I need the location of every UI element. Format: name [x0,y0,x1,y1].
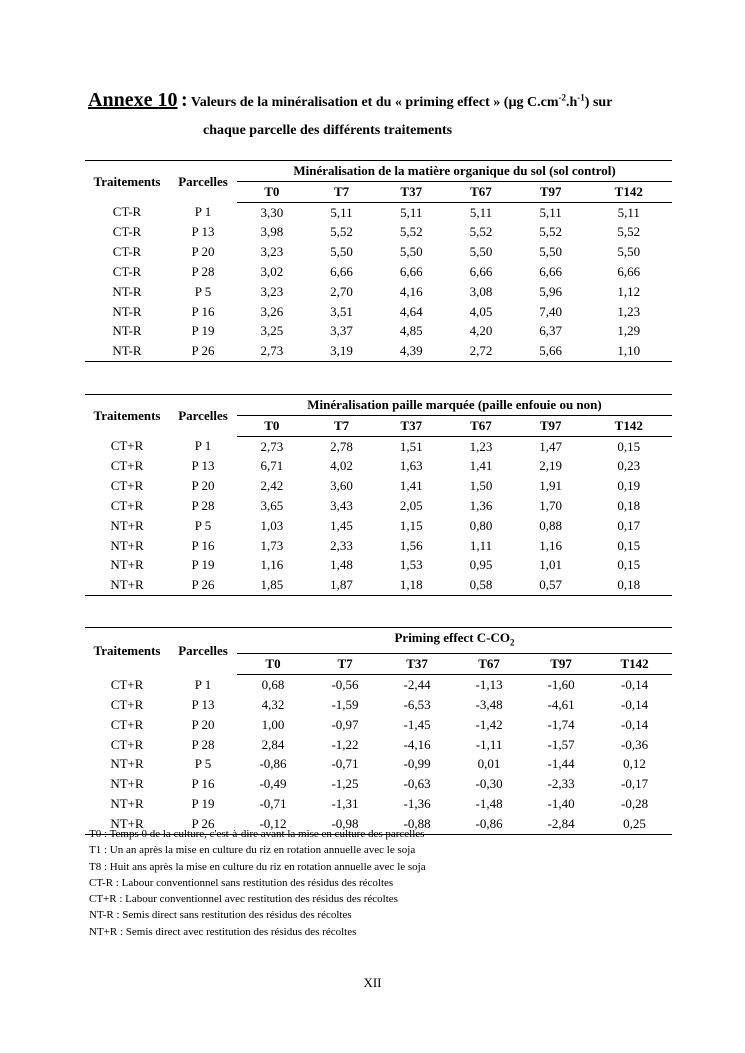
table-row [85,282,672,302]
header-time-t142: T142 [586,181,672,202]
table-cell: NT+R [110,756,144,772]
table-cell: -0,30 [475,776,503,792]
table-cell: -0,28 [620,795,649,811]
legend-note: CT+R : Labour conventionnel avec restitution des résidus des récoltes [89,893,398,906]
table-cell: -0,86 [259,756,287,772]
legend-notes [89,826,426,940]
table-row [85,675,672,695]
table-cell: 5,52 [617,224,641,240]
table-cell: NT-R [112,303,142,319]
table-cell: 0,12 [623,756,646,772]
table-cell: 5,50 [617,244,641,260]
table-cell: -0,63 [403,776,431,792]
annex-subtitle: chaque parcelle des différents traitements [203,123,453,138]
title-sup-h: -1 [577,92,585,103]
table-cell: 1,10 [586,341,672,361]
table-cell: 6,71 [260,458,284,474]
table-cell: P 5 [194,756,212,772]
header-time-t0: T0 [237,181,307,202]
table-cell: CT+R [110,438,144,454]
table-cell: CT+R [110,716,144,732]
table-cell: CT+R [110,696,144,712]
table-cell: 0,80 [469,517,493,533]
header-group-title [237,628,672,654]
table-cell: 4,64 [399,303,423,319]
table-cell: NT+R [110,795,144,811]
table-cell: 0,57 [516,575,586,595]
table-cell: 1,00 [261,716,285,732]
table-cell: 5,11 [539,204,562,220]
group-title-text: Minéralisation de la matière organique du sol (sol control) [293,163,616,178]
table-cell: CT+R [110,458,144,474]
table-row [85,222,672,242]
table-cell: P 5 [194,283,212,299]
header-traitements: Traitements [85,395,169,437]
table-cell: 0,18 [617,497,641,513]
group-title-text: Minéralisation paille marquée (paille enfouie ou non) [307,397,602,412]
table-cell: -0,88 [381,814,453,834]
table-cell: 0,15 [617,557,641,573]
table-cell: -1,11 [475,736,503,752]
table-cell: 1,11 [469,537,493,553]
table-cell: -6,53 [403,696,431,712]
header-group-title [237,161,672,182]
table-row [85,695,672,715]
table-cell: P 1 [194,438,212,454]
table-cell: -1,42 [475,716,503,732]
table-cell: P 19 [191,557,215,573]
table-cell: 2,78 [330,438,353,454]
table-cell: NT+R [110,776,144,792]
table-cell: P 28 [191,263,215,279]
table-cell: CT-R [112,204,142,220]
table-cell: 6,66 [399,263,423,279]
table-row [85,262,672,282]
table-cell: 0,15 [617,537,641,553]
table-cell: -1,60 [547,677,575,693]
table-cell: 5,11 [617,204,640,220]
table-cell: P 16 [191,303,215,319]
header-parcelles: Parcelles [169,395,237,437]
table-cell: 2,73 [260,438,284,454]
table-cell: 1,03 [260,517,284,533]
table-cell: -1,74 [547,716,575,732]
table-cell: 1,50 [469,478,493,494]
header-traitements: Traitements [85,628,169,675]
header-time-t67: T67 [446,181,516,202]
table-cell: 6,37 [539,323,563,339]
group-title-text: Priming effect C-CO [394,630,510,645]
table-row [85,735,672,755]
table-cell: 1,16 [539,537,563,553]
table-row [85,302,672,322]
legend-note: T1 : Un an après la mise en culture du riz en rotation annuelle avec le soja [89,844,416,857]
header-time-t67: T67 [446,415,516,436]
table-cell: -0,56 [331,677,359,693]
table-cell: -0,12 [237,814,309,834]
table-cell: 1,56 [399,537,423,553]
table-cell: 5,11 [330,204,353,220]
table-row [85,794,672,814]
table-cell: 1,51 [399,438,423,454]
table-cell: -4,61 [547,696,575,712]
table-cell: P 26 [169,814,237,834]
table-cell: -0,14 [620,696,649,712]
table-cell: 1,45 [330,517,353,533]
annex-title [88,89,708,112]
table-cell: P 1 [194,676,212,692]
table-row [85,754,672,774]
table-cell: 2,70 [330,283,353,299]
table-cell: NT-R [85,341,169,361]
table-cell: -2,84 [525,814,597,834]
table-cell: -1,31 [331,795,359,811]
header-time-t7: T7 [307,415,377,436]
table-cell: 5,52 [330,224,353,240]
table-cell: 1,85 [237,575,307,595]
table-cell: 3,19 [307,341,377,361]
table-cell: -3,48 [475,696,503,712]
table-cell: 6,66 [330,263,353,279]
header-time-t97: T97 [525,654,597,675]
annex-label: Annexe 10 [88,89,178,111]
table-cell: 3,65 [260,497,284,513]
title-sup-cm: -2 [558,92,566,103]
table-cell: 6,66 [539,263,563,279]
table-row [85,202,672,222]
table-cell: 0,15 [617,438,641,454]
table-cell: P 20 [191,716,215,732]
table-cell: P 19 [191,323,215,339]
table-cell: 1,18 [376,575,446,595]
table-cell: -1,45 [403,716,431,732]
header-time-t97: T97 [516,181,586,202]
table-cell: 6,66 [617,263,641,279]
header-time-t142: T142 [586,415,672,436]
page-number: XII [363,975,382,990]
header-time-t0: T0 [237,654,309,675]
mineralisation-sol-table [85,160,672,362]
header-time-t142: T142 [597,654,672,675]
table-cell: 3,02 [260,263,284,279]
table-cell: CT-R [112,244,142,260]
table-cell: 0,25 [597,814,672,834]
table-cell: 3,98 [260,224,284,240]
table-cell: -1,36 [403,795,431,811]
table-cell: 1,41 [399,478,423,494]
table-cell: NT-R [112,283,142,299]
table-cell: -1,13 [475,677,503,693]
table-cell: CT+R [110,676,144,692]
table-cell: 1,29 [617,323,641,339]
table-cell: -0,97 [331,716,359,732]
table-cell: 1,73 [260,537,284,553]
header-time-t37: T37 [376,415,446,436]
legend-note: T0 : Temps 0 de la culture, c'est-à-dire avant la mise en culture des parcelles [89,828,425,840]
table-cell: -0,36 [620,736,649,752]
table-cell: -0,71 [259,795,287,811]
legend-note: CT-R : Labour conventionnel sans restitution des résidus des récoltes [89,876,394,889]
table-cell: 3,51 [330,303,353,319]
table-cell: 5,52 [469,224,493,240]
table-cell: -0,71 [331,756,359,772]
table-cell: CT+R [110,497,144,513]
table-cell: 3,08 [469,283,493,299]
table-cell: NT+R [110,557,144,573]
table-cell: -1,48 [475,795,503,811]
table-row [85,456,672,476]
title-text: Valeurs de la minéralisation et du « priming effect » (µg C.cm [190,95,559,110]
table-row [85,341,672,361]
header-time-t7: T7 [307,181,377,202]
table-cell: -2,44 [403,677,431,693]
table-cell: 4,39 [376,341,446,361]
table-cell: 5,52 [399,224,423,240]
header-time-t67: T67 [453,654,525,675]
table-cell: -0,14 [620,716,649,732]
table-cell: -1,40 [547,795,575,811]
table-cell: 2,73 [237,341,307,361]
table-row [85,575,672,595]
table-cell: 1,47 [539,438,563,454]
header-traitements: Traitements [85,161,169,203]
table-cell: 1,63 [399,458,423,474]
header-parcelles: Parcelles [169,628,237,675]
table-cell: 1,23 [469,438,493,454]
table-cell: 3,43 [330,497,353,513]
table-cell: 0,58 [446,575,516,595]
table-row [85,715,672,735]
table-cell: -0,14 [620,677,649,693]
table-cell: 4,32 [261,696,285,712]
table-cell: 4,05 [469,303,493,319]
table-cell: 3,23 [260,244,284,260]
table-row [85,536,672,556]
table-cell: NT+R [85,814,169,834]
table-cell: 1,70 [539,497,563,513]
table-cell: NT+R [110,517,144,533]
table-cell: 1,41 [469,458,493,474]
table-cell: 5,11 [469,204,493,220]
table-cell: 3,25 [260,323,284,339]
table-cell: 0,18 [586,575,672,595]
mineralisation-paille-table [85,394,672,596]
table-row [85,436,672,456]
table-cell: -1,44 [547,756,575,772]
table-cell: 5,50 [330,244,353,260]
header-time-t7: T7 [309,654,381,675]
table-cell: 0,01 [477,756,501,772]
table-cell: -1,22 [331,736,359,752]
group-title-subscript: 2 [510,637,515,648]
table-cell: NT-R [112,323,142,339]
annex-colon: : [180,89,188,111]
table-row [85,476,672,496]
table-row [85,516,672,536]
table-cell: 1,36 [469,497,493,513]
table-cell: 5,11 [400,204,423,220]
table-cell: -1,59 [331,696,359,712]
table-cell: 3,26 [260,303,284,319]
table-cell: 3,23 [260,283,284,299]
table-cell: -0,49 [259,776,287,792]
table-cell: -0,98 [309,814,381,834]
table-cell: NT+R [85,575,169,595]
table-cell: P 5 [194,517,212,533]
header-time-t97: T97 [516,415,586,436]
table-cell: 0,19 [617,478,641,494]
table-cell: -0,86 [453,814,525,834]
table-cell: 4,02 [330,458,353,474]
table-cell: -1,25 [331,776,359,792]
table-cell: P 28 [191,736,215,752]
table-cell: 4,85 [399,323,423,339]
table-row [85,321,672,341]
header-group-title [237,395,672,416]
title-text-end: ) sur [584,95,613,110]
table-cell: 5,50 [469,244,493,260]
table-cell: 1,23 [617,303,641,319]
table-cell: P 16 [191,776,215,792]
table-cell: 5,96 [539,283,563,299]
table-cell: 1,01 [539,557,563,573]
table-cell: 2,42 [260,478,284,494]
table-cell: CT-R [112,224,142,240]
table-cell: 0,88 [539,517,563,533]
table-cell: 1,48 [330,557,353,573]
table-cell: CT+R [110,478,144,494]
table-cell: P 20 [191,244,215,260]
table-cell: 3,30 [260,204,284,220]
table-cell: P 26 [169,341,237,361]
header-time-t37: T37 [376,181,446,202]
header-parcelles: Parcelles [169,161,237,203]
table-cell: 4,16 [399,283,423,299]
legend-note: NT-R : Semis direct sans restitution des résidus des récoltes [89,909,352,922]
table-cell: 0,95 [469,557,493,573]
table-cell: 2,05 [399,497,423,513]
table-row [85,496,672,516]
table-cell: 5,66 [516,341,586,361]
table-cell: 1,53 [399,557,423,573]
table-cell: P 13 [191,224,215,240]
table-cell: 3,37 [330,323,353,339]
table-cell: 4,20 [469,323,493,339]
table-cell: P 20 [191,478,215,494]
table-cell: -1,57 [547,736,575,752]
table-cell: 1,91 [539,478,563,494]
priming-effect-table [85,627,672,835]
table-cell: 2,72 [446,341,516,361]
table-cell: P 19 [191,795,215,811]
table-cell: NT+R [110,537,144,553]
legend-note: T8 : Huit ans après la mise en culture du riz en rotation annuelle avec le soja [89,860,426,873]
table-cell: 1,16 [260,557,284,573]
table-cell: -2,33 [547,776,575,792]
table-cell: P 16 [191,537,215,553]
header-time-t0: T0 [237,415,307,436]
table-cell: -4,16 [403,736,431,752]
table-cell: 0,68 [261,677,285,693]
table-cell: CT+R [110,736,144,752]
table-row [85,774,672,794]
table-cell: 1,87 [307,575,377,595]
legend-note: NT+R : Semis direct avec restitution des résidus des récoltes [89,925,357,938]
table-cell: 3,60 [330,478,353,494]
table-cell: P 28 [191,497,215,513]
table-cell: 5,52 [539,224,563,240]
table-cell: 0,23 [617,458,641,474]
header-time-t37: T37 [381,654,453,675]
table-cell: 5,50 [399,244,423,260]
table-cell: -0,17 [620,776,649,792]
table-cell: 7,40 [539,303,563,319]
table-row [85,555,672,575]
title-text-h: .h [566,95,578,110]
table-cell: 0,17 [617,517,641,533]
table-cell: CT-R [112,263,142,279]
table-cell: 2,33 [330,537,353,553]
table-cell: 5,50 [539,244,563,260]
table-cell: 2,19 [539,458,563,474]
table-cell: P 26 [169,575,237,595]
table-cell: 1,12 [617,283,641,299]
table-cell: 6,66 [469,263,493,279]
table-cell: -0,99 [403,756,431,772]
table-cell: P 13 [191,696,215,712]
table-cell: 1,15 [399,517,423,533]
table-cell: P 1 [194,204,212,220]
table-cell: P 13 [191,458,215,474]
table-cell: 2,84 [261,736,285,752]
table-row [85,242,672,262]
